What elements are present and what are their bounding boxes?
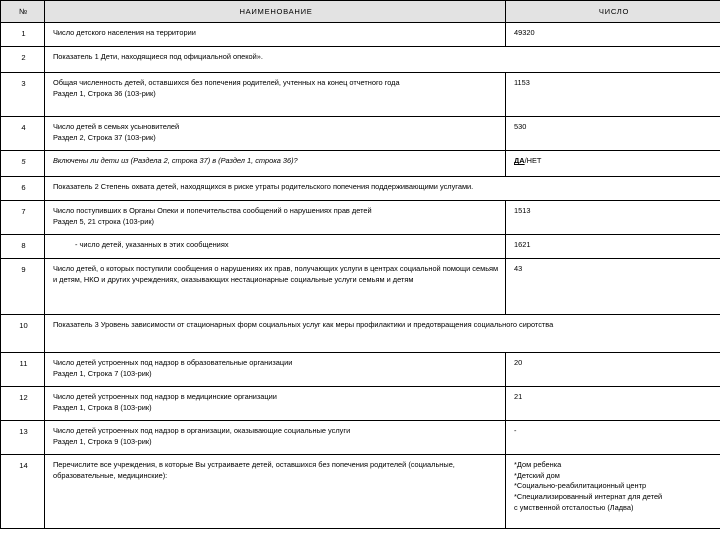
table-row: [1, 201, 720, 235]
row-name-line: - число детей, указанных в этих сообщениях: [75, 240, 229, 249]
table-row: [1, 353, 720, 387]
table-row: [1, 73, 720, 117]
row-number: 11: [1, 353, 45, 387]
row-value-line: *Дом ребенка: [514, 460, 562, 469]
row-name: [45, 259, 506, 315]
row-name-line: Число детей в семьях усыновителей: [53, 122, 180, 131]
row-number: 12: [1, 387, 45, 421]
row-name-line: Число детей устроенных под надзор в медицинские организации: [53, 392, 277, 401]
row-number: 13: [1, 421, 45, 455]
table-header-row: [1, 1, 720, 23]
row-name: [45, 47, 720, 73]
column-header-name: НАИМЕНОВАНИЕ: [45, 1, 506, 23]
column-header-number: №: [1, 1, 45, 23]
row-number: 9: [1, 259, 45, 315]
row-value: [506, 151, 720, 177]
row-name: [45, 201, 506, 235]
row-value: [506, 455, 720, 529]
table-body: [1, 23, 720, 529]
row-name: [45, 23, 506, 47]
row-name: [45, 117, 506, 151]
row-name: [45, 315, 720, 353]
row-value: 1513: [506, 201, 720, 235]
row-name-line: Общая численность детей, оставшихся без попечения родителей, учтенных на конец отчетного года: [53, 78, 400, 87]
table-row: [1, 421, 720, 455]
row-name-line: Раздел 1, Строка 9 (103-рик): [53, 436, 152, 446]
row-value-line: *Социально-реабилитационный центр: [514, 481, 647, 491]
row-number: 6: [1, 177, 45, 201]
row-name-line: Раздел 5, 21 строка (103-рик): [53, 216, 155, 226]
row-name-line: Показатель 1 Дети, находящиеся под официальной опекой».: [53, 52, 263, 61]
row-number: 1: [1, 23, 45, 47]
row-value-line: с умственной отсталостью (Ладва): [514, 502, 634, 512]
row-name-line: Перечислите все учреждения, в которые Вы устраиваете детей, оставшихся без попечения родителей (социальные, образовательные, медицинские):: [53, 460, 455, 480]
row-number: 5: [1, 151, 45, 177]
row-number: 2: [1, 47, 45, 73]
row-number: 4: [1, 117, 45, 151]
row-name: [45, 353, 506, 387]
table-row: [1, 315, 720, 353]
table-row: [1, 151, 720, 177]
table-row: [1, 455, 720, 529]
row-name-line: Раздел 2, Строка 37 (103-рик): [53, 132, 156, 142]
row-number: 10: [1, 315, 45, 353]
row-number: 7: [1, 201, 45, 235]
row-name-line: Число детского населения на территории: [53, 28, 196, 37]
row-value-no: /НЕТ: [524, 156, 542, 165]
row-value-line: *Специализированный интернат для детей: [514, 492, 663, 502]
column-header-value: ЧИСЛО: [506, 1, 720, 23]
row-name-line: Число детей устроенных под надзор в образовательные организации: [53, 358, 293, 367]
row-name: [45, 151, 506, 177]
table-row: [1, 235, 720, 259]
row-value: 20: [506, 353, 720, 387]
row-value: 530: [506, 117, 720, 151]
row-value: -: [506, 421, 720, 455]
table-row: [1, 387, 720, 421]
row-name-line: Раздел 1, Строка 36 (103-рик): [53, 88, 156, 98]
row-value: 1153: [506, 73, 720, 117]
row-name: [45, 177, 720, 201]
row-name-line: Раздел 1, Строка 8 (103-рик): [53, 402, 152, 412]
row-number: 3: [1, 73, 45, 117]
table-row: [1, 47, 720, 73]
row-value: 1621: [506, 235, 720, 259]
row-name: [45, 421, 506, 455]
row-value-yes: ДА: [514, 156, 525, 165]
row-value: 21: [506, 387, 720, 421]
row-name-line: Показатель 3 Уровень зависимости от стационарных форм социальных услуг как меры профилактики и предотвращения социального сиротства: [53, 320, 554, 329]
row-name: [45, 387, 506, 421]
row-name: [45, 455, 506, 529]
row-name: [45, 73, 506, 117]
row-name-line: Показатель 2 Степень охвата детей, находящихся в риске утраты родительского попечения поддерживающими услугами.: [53, 182, 474, 191]
row-value: 43: [506, 259, 720, 315]
row-name-line: Включены ли дети из (Раздела 2, строка 37) в (Раздел 1, строка 36)?: [53, 156, 298, 165]
row-name-line: Раздел 1, Строка 7 (103-рик): [53, 368, 152, 378]
row-value: 49320: [506, 23, 720, 47]
row-name: [45, 235, 506, 259]
row-value-line: *Детский дом: [514, 470, 560, 480]
row-number: 8: [1, 235, 45, 259]
table-row: [1, 259, 720, 315]
table-row: [1, 117, 720, 151]
table-header: [1, 1, 720, 23]
row-name-line: Число поступивших в Органы Опеки и попечительства сообщений о нарушениях прав детей: [53, 206, 372, 215]
table-row: [1, 23, 720, 47]
row-name-line: Число детей устроенных под надзор в организации, оказывающие социальные услуги: [53, 426, 351, 435]
table-row: [1, 177, 720, 201]
row-name-line: Число детей, о которых поступили сообщения о нарушениях их прав, получающих услуги в центрах социальной помощи семьям и детям, НКО и других учреждениях, оказывающих нестационарные социальные услуги семьям и детям: [53, 264, 499, 284]
row-number: 14: [1, 455, 45, 529]
